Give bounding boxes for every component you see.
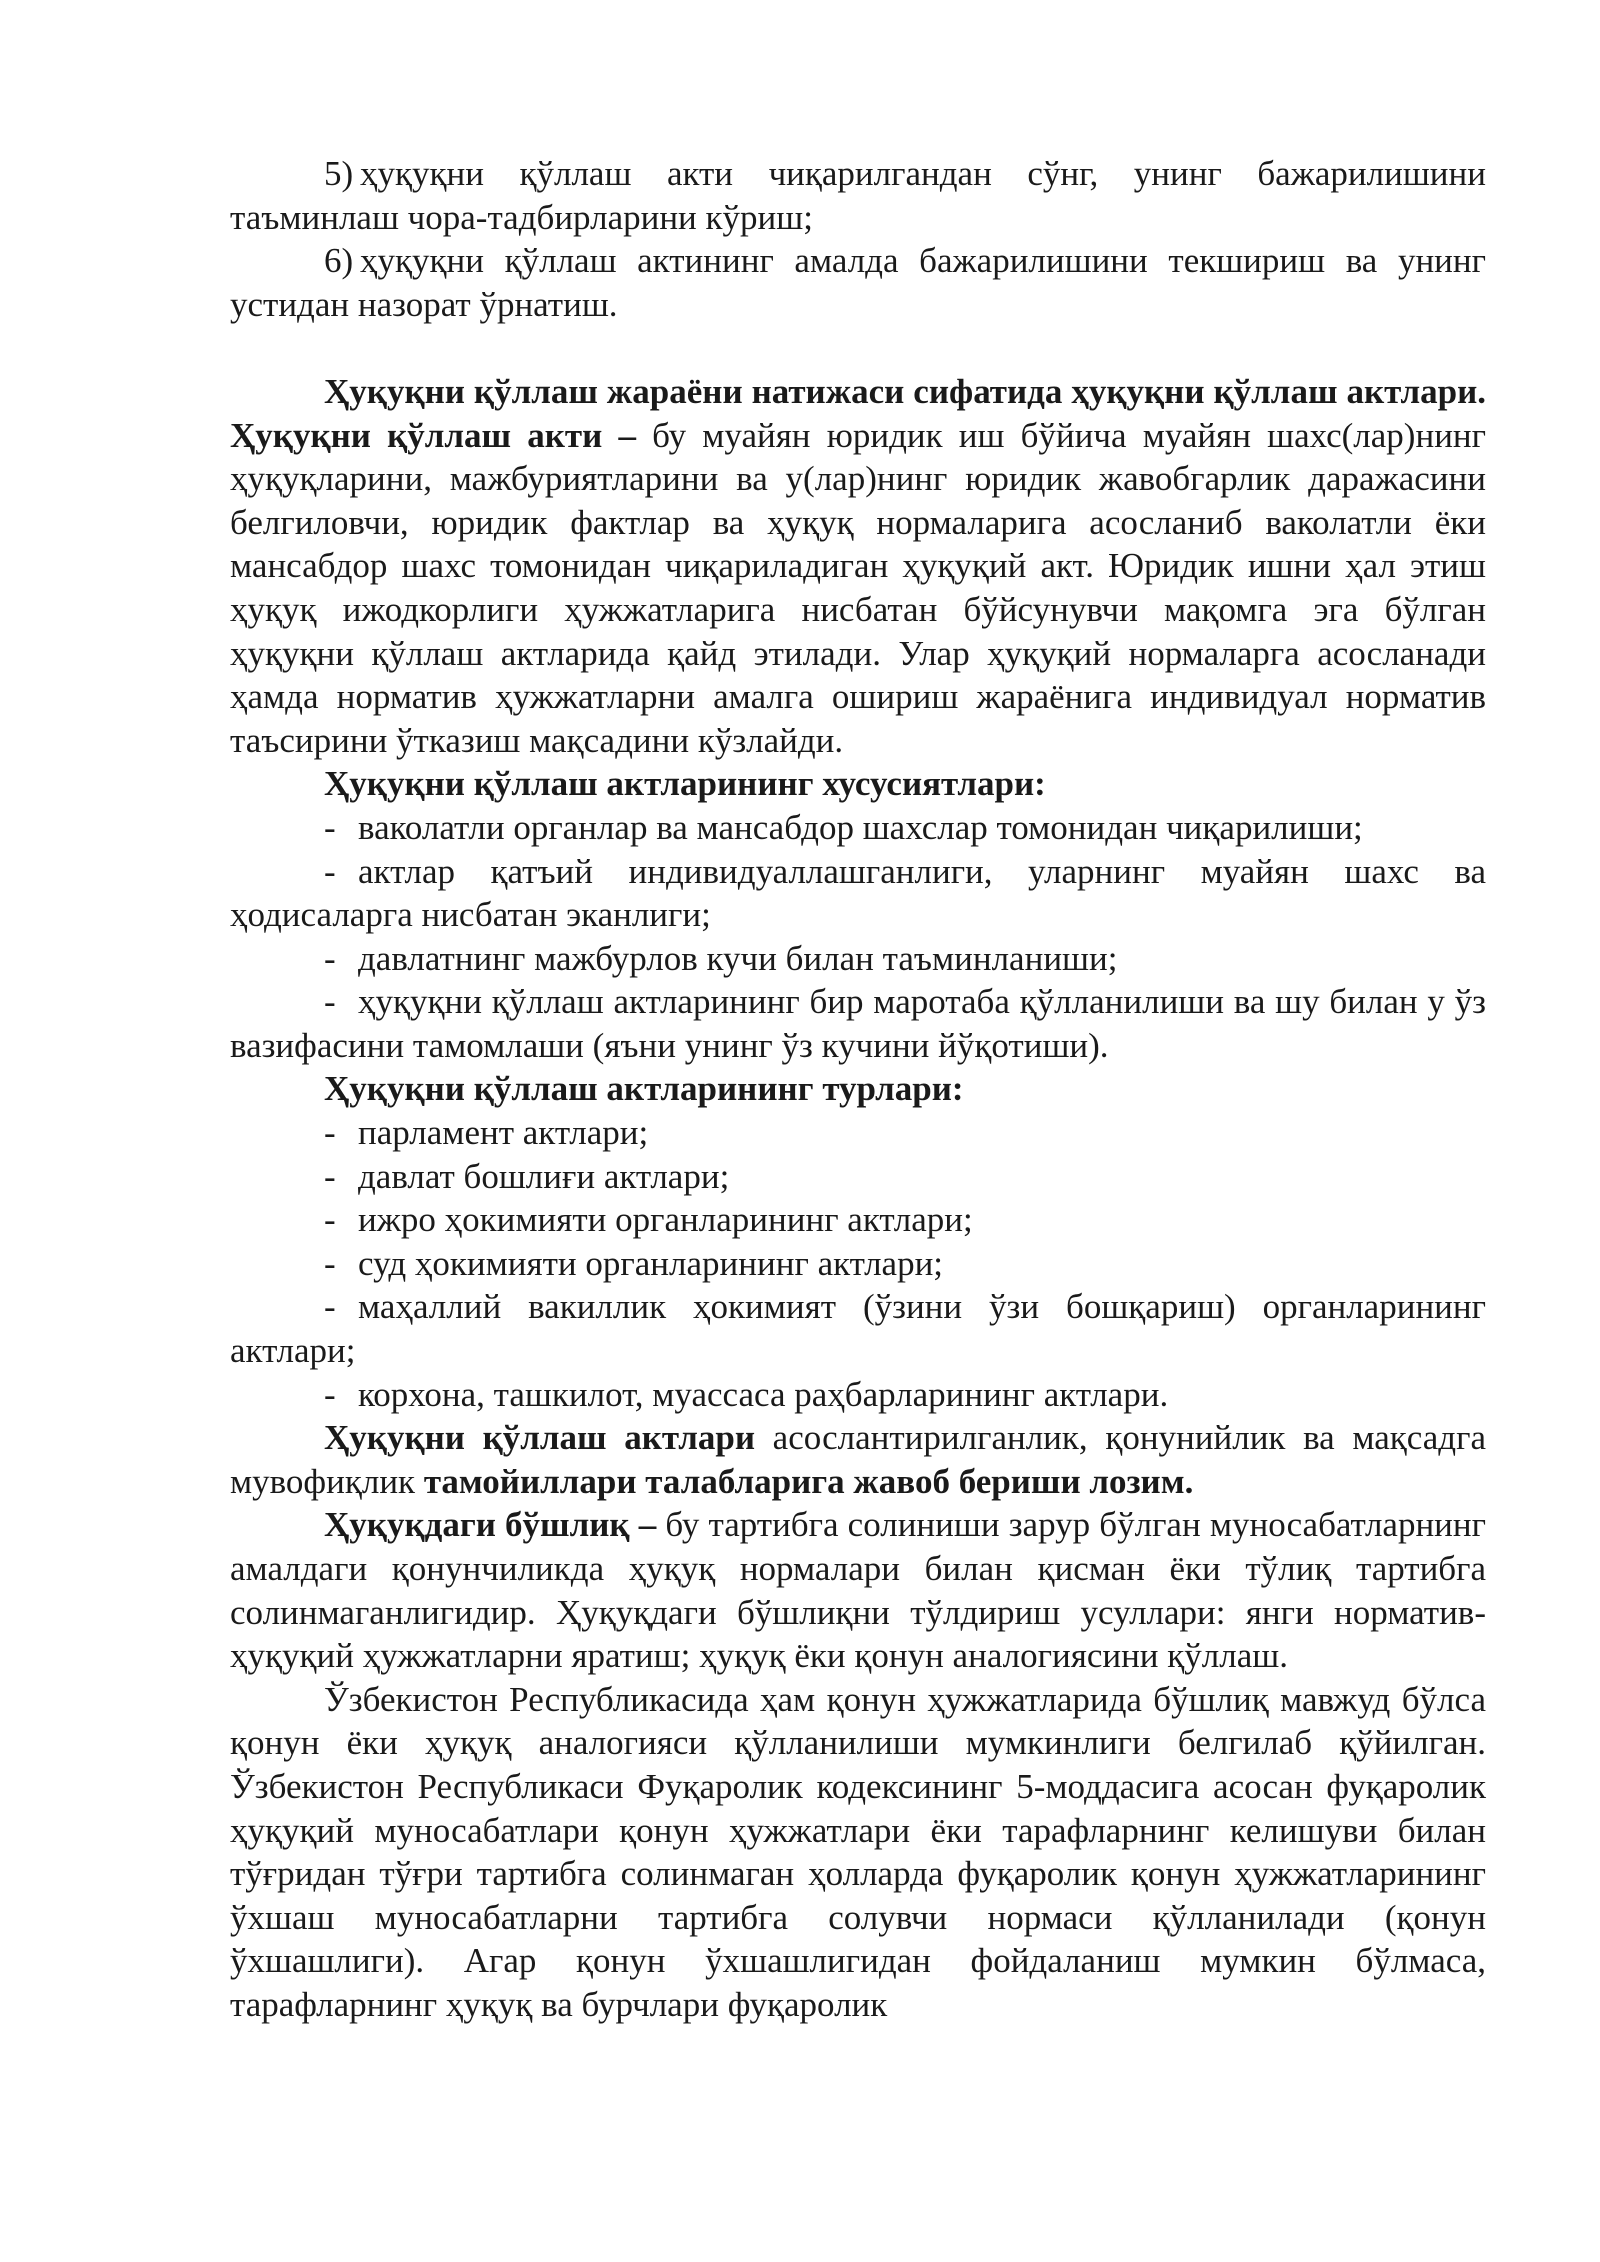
item-text: ҳуқуқни қўллаш акти чиқарилгандан сўнг, унинг бажарилишини таъминлаш чора-тадбирларини кўриш; <box>230 154 1486 237</box>
blank-line <box>230 326 1486 370</box>
dash-marker: - <box>324 1287 336 1327</box>
gap-bold-lead: Ҳуқуқдаги бўшлиқ – <box>324 1505 657 1545</box>
list-item-text: парламент актлари; <box>358 1113 649 1153</box>
definition-text: бу муайян юридик иш бўйича муайян шахс(лар)нинг ҳуқуқларини, мажбуриятларини ва у(лар)нинг юридик жавобгарлик даражасини белгиловчи, юридик фактлар ва ҳуқуқ нормаларига асосланиб ваколатли ёки мансабдор шахс томонидан чиқариладиган ҳуқуқий акт. Юридик ишни ҳал этиш ҳуқуқ ижодкорлиги ҳужжатларига нисбатан бўйсунувчи мақомга эга бўлган ҳуқуқни қўллаш актларида қайд этилади. Улар ҳуқуқий нормаларга асосланади ҳамда норматив ҳужжатларни амалга ошириш жараёнига индивидуал норматив таъсирини ўтказиш мақсадини кўзлайди. <box>230 415 1487 760</box>
definition-bold-lead: Ҳуқуқни қўллаш жараёни натижаси сифатида ҳуқуқни қўллаш актлари. Ҳуқуқни қўллаш акти – <box>230 371 1486 455</box>
item-number: 5) <box>324 154 354 193</box>
list-item-text: давлат бошлиғи актлари; <box>358 1156 730 1196</box>
dash-marker: - <box>324 982 336 1022</box>
types-list-item <box>230 1111 1486 1155</box>
dash-marker: - <box>324 1243 336 1283</box>
requirements-text: асослантирилганлик, қонунийлик ва мақсадга мувофиқлик <box>230 1418 1486 1501</box>
numbered-item-6 <box>230 239 1486 326</box>
gap-text: бу тартибга солиниши зарур бўлган муносабатларнинг амалдаги қонунчиликда ҳуқуқ нормалари билан қисман ёки тўлиқ тартибга солинмаганлигидир. Ҳуқуқдаги бўшлиқни тўлдириш усуллари: янги норматив-ҳуқуқий ҳужжатларни яратиш; ҳуқуқ ёки қонун аналогиясини қўллаш. <box>230 1505 1486 1676</box>
requirements-bold-lead: Ҳуқуқни қўллаш актлари <box>324 1418 755 1458</box>
item-text: ҳуқуқни қўллаш актининг амалда бажарилишини текшириш ва унинг устидан назорат ўрнатиш. <box>230 241 1486 324</box>
features-heading: Ҳуқуқни қўллаш актларининг хусусиятлари: <box>324 764 1046 804</box>
dash-marker: - <box>324 1200 336 1240</box>
types-list-item <box>230 1373 1486 1417</box>
document-page <box>230 152 1486 2027</box>
list-item-text: ваколатли органлар ва мансабдор шахслар томонидан чиқарилиши; <box>358 807 1363 847</box>
closing-paragraph: Ўзбекистон Республикасида ҳам қонун ҳужжатларида бўшлиқ мавжуд бўлса қонун ёки ҳуқуқ аналогияси қўлланилиши мумкинлиги белгилаб қўйилган. Ўзбекистон Республикаси Фуқаролик кодексининг 5-моддасига асосан фуқаролик ҳуқуқий муносабатлари қонун ҳужжатлари ёки тарафларнинг келишуви билан тўғридан тўғри тартибга солинмаган ҳолларда фуқаролик қонун ҳужжатларининг ўхшаш муносабатларни тартибга солувчи нормаси қўлланилади (қонун ўхшашлиги). Агар қонун ўхшашлигидан фойдаланиш мумкин бўлмаса, тарафларнинг ҳуқуқ ва бурчлари фуқаролик <box>230 1679 1486 2024</box>
requirements-paragraph <box>230 1416 1486 1503</box>
list-item-text: суд ҳокимияти органларининг актлари; <box>358 1243 944 1283</box>
types-list-item <box>230 1198 1486 1242</box>
dash-marker: - <box>324 1374 336 1414</box>
item-number: 6) <box>324 241 354 281</box>
dash-marker: - <box>324 1113 336 1153</box>
types-list-item <box>230 1285 1486 1372</box>
dash-marker: - <box>324 851 336 891</box>
features-list-item <box>230 850 1486 937</box>
list-item-text: маҳаллий вакиллик ҳокимият (ўзини ўзи бошқариш) органларининг актлари; <box>230 1287 1486 1371</box>
types-heading: Ҳуқуқни қўллаш актларининг турлари: <box>324 1069 964 1109</box>
features-list-item <box>230 806 1486 850</box>
types-list-item <box>230 1242 1486 1286</box>
requirements-bold-tail: тамойиллари талабларига жавоб бериши лозим. <box>423 1461 1194 1501</box>
list-item-text: актлар қатъий индивидуаллашганлиги, уларнинг муайян шахс ва ҳодисаларга нисбатан эканлиги; <box>230 851 1486 935</box>
list-item-text: ижро ҳокимияти органларининг актлари; <box>358 1200 973 1240</box>
dash-marker: - <box>324 938 336 978</box>
definition-paragraph <box>230 370 1486 762</box>
numbered-item-5 <box>230 152 1486 239</box>
list-item-text: давлатнинг мажбурлов кучи билан таъминланиши; <box>358 938 1118 978</box>
features-list-item <box>230 937 1486 981</box>
features-list-item <box>230 980 1486 1067</box>
gap-paragraph <box>230 1503 1486 1677</box>
dash-marker: - <box>324 807 336 847</box>
types-list-item <box>230 1155 1486 1199</box>
dash-marker: - <box>324 1156 336 1196</box>
list-item-text: корхона, ташкилот, муассаса раҳбарларининг актлари. <box>358 1374 1169 1414</box>
list-item-text: ҳуқуқни қўллаш актларининг бир маротаба қўлланилиши ва шу билан у ўз вазифасини тамомлаши (яъни унинг ўз кучини йўқотиши). <box>230 982 1486 1065</box>
